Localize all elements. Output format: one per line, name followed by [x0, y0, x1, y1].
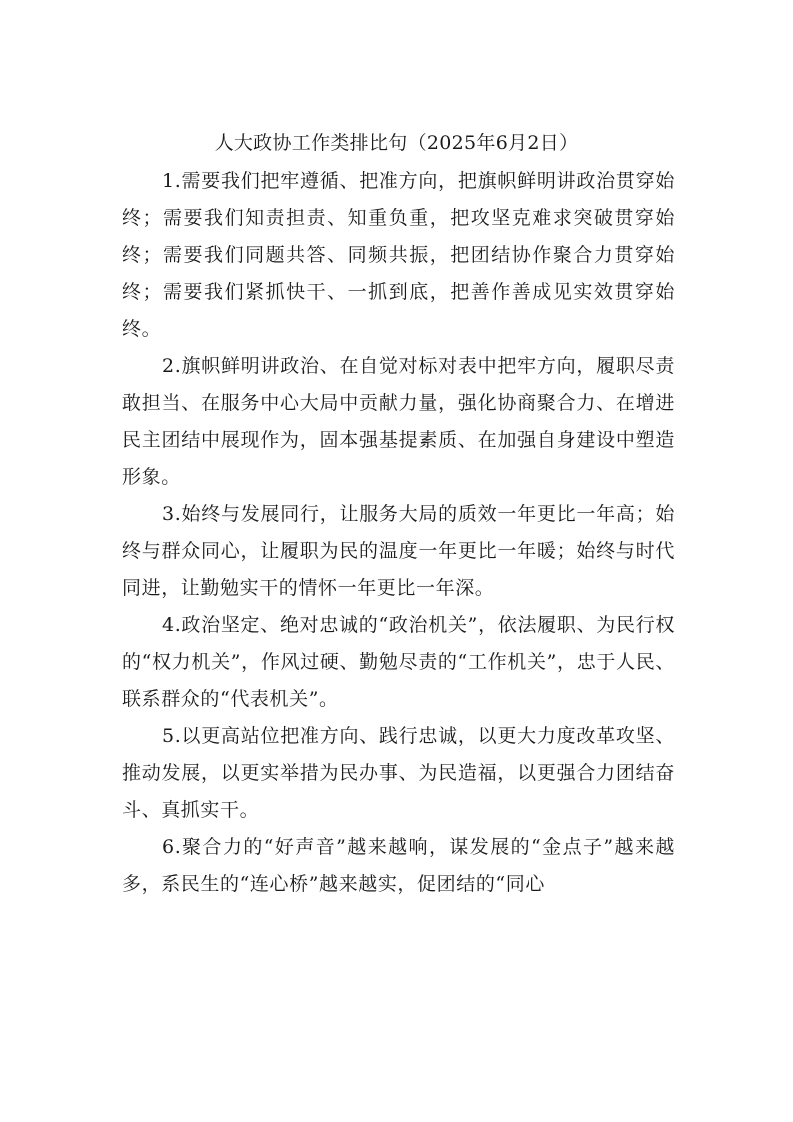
- paragraph-6: 6.聚合力的“好声音”越来越响，谋发展的“金点子”越来越多，系民生的“连心桥”越来越实，促团结的“同心: [122, 836, 675, 895]
- document-body: [122, 163, 675, 903]
- paragraph-1: 1.需要我们把牢遵循、把准方向，把旗帜鲜明讲政治贯穿始终；需要我们知责担责、知重负重，把攻坚克难求突破贯穿始终；需要我们同题共答、同频共振，把团结协作聚合力贯穿始终；需要我们紧抓快干、一抓到底，把善作善成见实效贯穿始终。: [122, 170, 675, 340]
- paragraph-3: 3.始终与发展同行，让服务大局的质效一年更比一年高；始终与群众同心，让履职为民的温度一年更比一年暖；始终与时代同进，让勤勉实干的情怀一年更比一年深。: [122, 503, 675, 599]
- paragraph-5: 5.以更高站位把准方向、践行忠诚，以更大力度改革攻坚、推动发展，以更实举措为民办事、为民造福，以更强合力团结奋斗、真抓实干。: [122, 725, 675, 821]
- document-title: 人大政协工作类排比句（2025年6月2日）: [214, 132, 579, 154]
- paragraph-4: 4.政治坚定、绝对忠诚的“政治机关”，依法履职、为民行权的“权力机关”，作风过硬、勤勉尽责的“工作机关”，忠于人民、联系群众的“代表机关”。: [122, 614, 675, 710]
- paragraph-2: 2.旗帜鲜明讲政治、在自觉对标对表中把牢方向，履职尽责敢担当、在服务中心大局中贡献力量，强化协商聚合力、在增进民主团结中展现作为，固本强基提素质、在加强自身建设中塑造形象。: [122, 355, 675, 488]
